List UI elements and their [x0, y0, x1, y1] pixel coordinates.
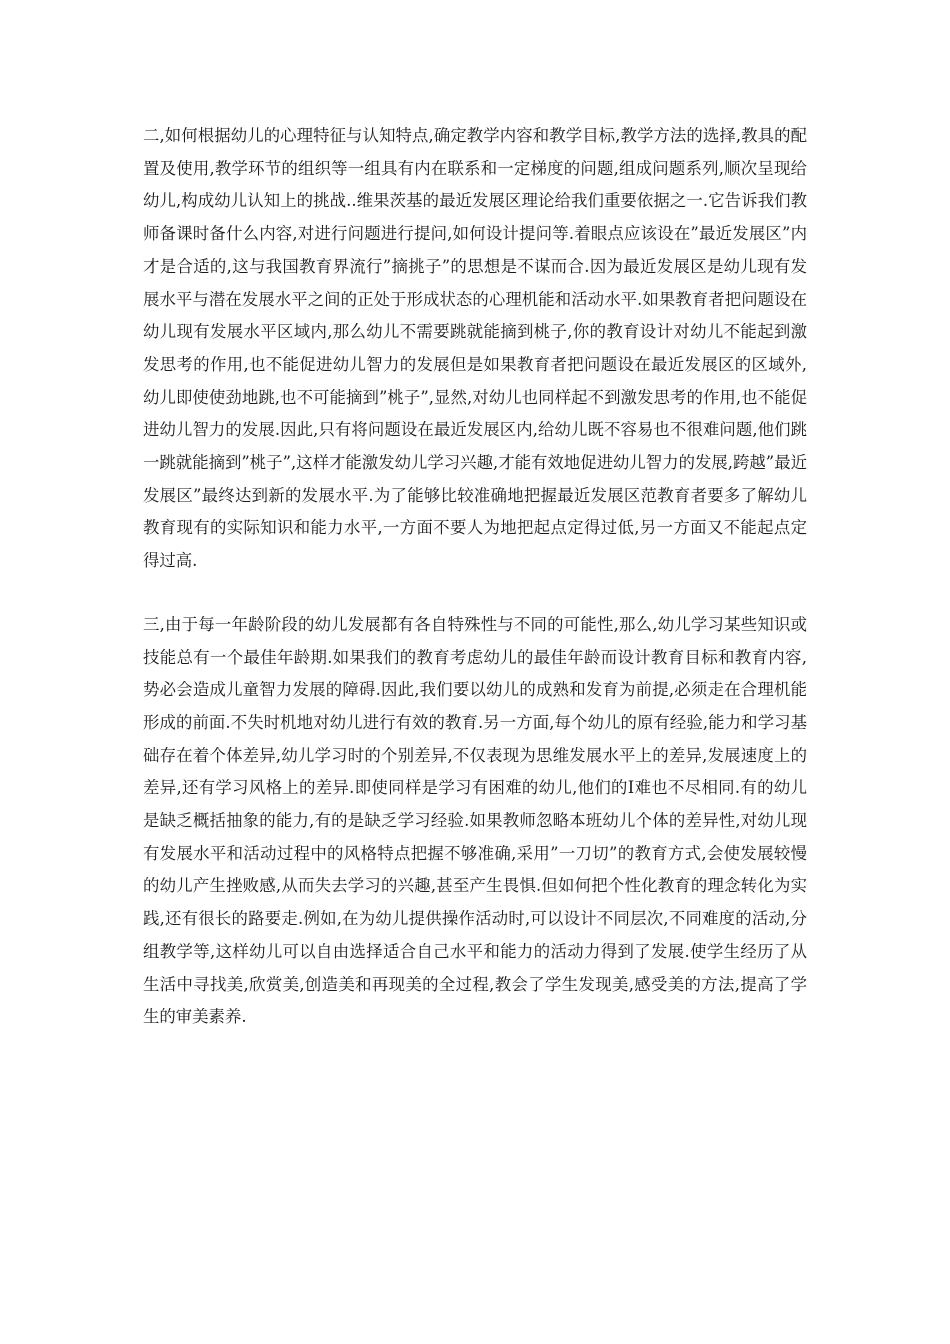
- paragraph-section-three: 三,由于每一年龄阶段的幼儿发展都有各自特殊性与不同的可能性,那么,幼儿学习某些知识或技能总有一个最佳年龄期.如果我们的教育考虑幼儿的最佳年龄而设计教育目标和教育内容,势必会造成儿童智力发展的障碍.因此,我们要以幼儿的成熟和发育为前提,必须走在合理机能形成的前面.不失时机地对幼儿进行有效的教育.另一方面,每个幼儿的原有经验,能力和学习基础存在着个体差异,幼儿学习时的个别差异,不仅表现为思维发展水平上的差异,发展速度上的差异,还有学习风格上的差异.即使同样是学习有困难的幼儿,他们的I难也不尽相同.有的幼儿是缺乏概括抽象的能力,有的是缺乏学习经验.如果教师忽略本班幼儿个体的差异性,对幼儿现有发展水平和活动过程中的风格特点把握不够准确,采用”一刀切”的教育方式,会使发展较慢的幼儿产生挫败感,从而失去学习的兴趣,甚至产生畏惧.但如何把个性化教育的理念转化为实践,还有很长的路要走.例如,在为幼儿提供操作活动时,可以设计不同层次,不同难度的活动,分组教学等,这样幼儿可以自由选择适合自己水平和能力的活动力得到了发展.使学生经历了从生活中寻找美,欣赏美,创造美和再现美的全过程,教会了学生发现美,感受美的方法,提高了学生的审美素养.: [143, 614, 807, 1027]
- document-body: [143, 120, 807, 1034]
- paragraph-section-two: 二,如何根据幼儿的心理特征与认知特点,确定教学内容和教学目标,教学方法的选择,教具的配置及使用,教学环节的组织等一组具有内在联系和一定梯度的问题,组成问题系列,顺次呈现给幼儿,构成幼儿认知上的挑战..维果茨基的最近发展区理论给我们重要依据之一.它告诉我们教师备课时备什么内容,对进行问题进行提问,如何设计提问等.着眼点应该设在”最近发展区”内才是合适的,这与我国教育界流行”摘挑子”的思想是不谋而合.因为最近发展区是幼儿现有发展水平与潜在发展水平之间的正处于形成状态的心理机能和活动水平.如果教育者把问题设在幼儿现有发展水平区域内,那么幼儿不需要跳就能摘到桃子,你的教育设计对幼儿不能起到激发思考的作用,也不能促进幼儿智力的发展但是如果教育者把问题设在最近发展区的区域外,幼儿即使使劲地跳,也不可能摘到”桃子”,显然,对幼儿也同样起不到激发思考的作用,也不能促进幼儿智力的发展.因此,只有将问题设在最近发展区内,给幼儿既不容易也不很难问题,他们跳一跳就能摘到”桃子”,这样才能激发幼儿学习兴趣,才能有效地促进幼儿智力的发展,跨越”最近发展区”最终达到新的发展水平.为了能够比较准确地把握最近发展区范教育者要多了解幼儿教育现有的实际知识和能力水平,一方面不要人为地把起点定得过低,另一方面又不能起点定得过高.: [143, 126, 807, 571]
